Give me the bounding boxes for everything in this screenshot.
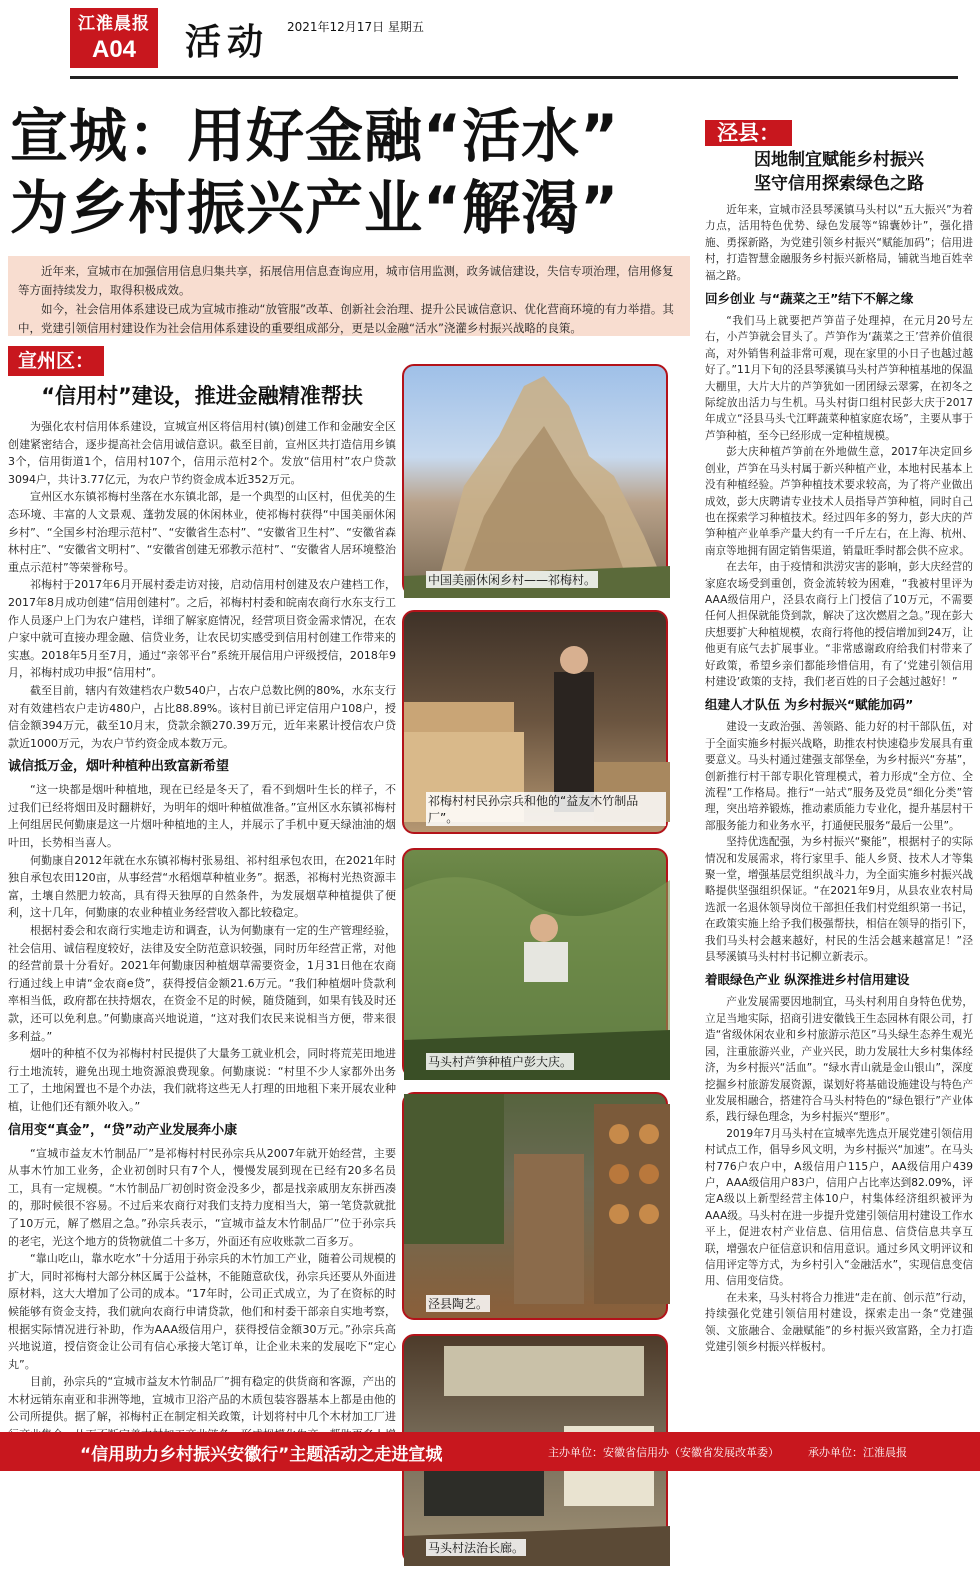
section-heading: 组建人才队伍 为乡村振兴“赋能加码” xyxy=(705,697,914,713)
issue-date: 2021年12月17日 星期五 xyxy=(287,20,424,34)
headline-line-1: 宣城：用好金融“活水” xyxy=(10,102,620,170)
section-heading: 着眼绿色产业 纵深推进乡村信用建设 xyxy=(705,972,910,988)
masthead-rule xyxy=(70,76,958,79)
paragraph: 截至目前，辖内有效建档农户数540户，占农户总数比例的80%，水东支行对有效建档农户走访480户，占比88.89%。该村目前已评定信用户108户，授信金额394万元，截至10月末，贷款余额270.39万元，近年来累计授信农户贷款近1000万元，为农户节约资金成本数万元。 xyxy=(8,683,396,750)
right-subhead-line-2: 坚守信用探索绿色之路 xyxy=(754,174,924,194)
district-tag: 宣州区： xyxy=(8,346,104,376)
footer-theme: “信用助力乡村振兴安徽行”主题活动之走进宣城 xyxy=(80,1445,443,1465)
photo-column xyxy=(402,364,670,1578)
paragraph: 近年来，宣城市泾县琴溪镇马头村以“五大振兴”为着力点，活用特色优势、绿色发展等“锦囊妙计”，强化措施、勇探新路，为党建引领乡村振兴“赋能加码”；信用进村，打造智慧金融服务乡村振兴新格局，铺就当地百姓幸福之路。 xyxy=(705,204,973,282)
paragraph: 宣州区水东镇祁梅村坐落在水东镇北部，是一个典型的山区村，但优美的生态环境、丰富的人文景观、蓬勃发展的休闲林业，使祁梅村获得“中国美丽休闲乡村”、“全国乡村治理示范村”、“安徽省生态村”、“安徽省卫生村”、“安徽省森林村庄”、“安徽省文明村”、“安徽省创建无邪教示范村”、“安徽省人居环境整治重点示范村”等荣誉称号。 xyxy=(8,490,396,574)
paragraph: 烟叶的种植不仅为祁梅村村民提供了大量务工就业机会，同时将荒芜田地进行土地流转，避免出现土地资源浪费现象。何勤康说：“村里不少人家都外出务工了，土地闲置也不是个办法，我们就将这些无人打理的田地租下来开展农业种植，让他们还有额外收入。” xyxy=(8,1047,396,1113)
lead-box xyxy=(8,256,690,336)
paragraph: 何勤康自2012年就在水东镇祁梅村张易组、祁村组承包农田，在2021年时独自承包农田120亩，从事经营“水稻烟草种植业务”。据悉，祁梅村光热资源丰富，土壤自然肥力较高，具有得天独厚的自然条件，为发展烟草种植提供了便利，这十几年，何勤康的农业种植业务经营收入都比较稳定。 xyxy=(8,853,396,920)
photo-jingxian-pottery xyxy=(402,1092,668,1320)
footer-organizer: 承办单位：江淮晨报 xyxy=(808,1446,907,1459)
paragraph: “这一块都是烟叶种植地，现在已经是冬天了，看不到烟叶生长的样子，不过我们已经将烟田及时翻耕好，为明年的烟叶种植做准备。”宣州区水东镇祁梅村上何组居民何勤康是这一片烟叶种植地的主人，并展示了手机中夏天绿油油的烟叶田，长势相当喜人。 xyxy=(8,783,396,850)
paragraph: 坚持优选配强，为乡村振兴“聚能”，根据村子的实际情况和发展需求，将行家里手、能人乡贤、技术人才等集聚一堂，增强基层党组织战斗力，为全面实施乡村振兴战略提供坚强组织保证。“在2021年9月，从县农业农村局选派一名退休领导岗位干部担任我们村党组织第一书记，在政策实施上给予我们极强帮扶，相信在领导的指引下，我们马头村会越来越好，村民的生活会越来越富足！”泾县琴溪镇马头村村书记柳立新表示。 xyxy=(705,836,973,964)
left-subhead: “信用村”建设，推进金融精准帮扶 xyxy=(41,384,363,408)
photo-caption: 泾县陶艺。 xyxy=(428,1297,489,1311)
section-title: 活动 xyxy=(185,21,270,63)
paper-badge xyxy=(70,8,158,68)
paragraph: 彭大庆种植芦笋前在外地做生意，2017年决定回乡创业，芦笋在马头村属于新兴种植产业，本地村民基本上没有种植经验。芦笋种植技术要求较高，为了将产业做出成效，彭大庆聘请专业技术人员指导芦笋种植，同时自己也在探索学习种植技术。经过四年多的努力，彭大庆的芦笋种植产业单季产量大约有一千斤左右，在上海、杭州、南京等地拥有固定销售渠道，销量旺季时都会供不应求。 xyxy=(705,446,973,557)
page-number: A04 xyxy=(91,36,137,63)
section-heading: 信用变“真金”，“贷”动产业发展奔小康 xyxy=(8,1122,238,1138)
paragraph: 目前，孙宗兵的“宣城市益友木竹制品厂”拥有稳定的供货商和客源，产出的木材远销东南亚和非洲等地，宣城市卫浴产品的木质包装容器基本上都是由他的公司所提供。据了解，祁梅村正在制定相关政策，计划将村中几个木材加工厂进 xyxy=(8,1375,396,1424)
paragraph: 产业发展需要因地制宜，马头村利用自身特色优势，立足当地实际，招商引进安徽钱王生态园林有限公司，打造“省级休闲农业和乡村旅游示范区”马头绿生态养生观光园，注重旅游兴业，产业兴民，助力发展壮大乡村集体经济，为乡村振兴“活血”。“绿水青山就是金山银山”，深度挖掘乡村旅游发展资源，谋划好将基础设施建设与特色产业发展相融合，搭建符合马头村特色的“绿色银行”产业体系，践行绿色理念，为乡村振兴“塑形”。 xyxy=(705,996,973,1124)
paragraph: “宣城市益友木竹制品厂”是祁梅村村民孙宗兵从2007年就开始经营，主要从事木竹加工业务，企业初创时只有7个人，慢慢发展到现在已经有20多名员工，具有一定规模。“木竹制品厂初创时资金没多少，都是找亲戚朋友东拼西凑的，那时候很不容易。不过后来农商行对我们支持力度相当大，第一笔贷款就批了10万元，解了燃眉之急。”孙宗兵表示，“宣城市益友木竹制品厂”位于孙宗兵的老宅，光这个地方的货物就值二十多万，外面还有应收账款二百多万。 xyxy=(8,1146,396,1248)
masthead xyxy=(0,0,980,78)
paragraph: 建设一支政治强、善领路、能力好的村干部队伍，对于全面实施乡村振兴战略，助推农村快速稳步发展具有重要意义。马头村通过建强支部堡垒，为乡村振兴“夯基”，创新推行村干部专职化管理模式，着力形成“全方位、全流程”工作格局。推行“一站式”服务及党员“细化分类”管理，突出培养锻炼，推动素质能力专业化，提升基层村干部服务能力和业务水平，打通便民服务“最后一公里”。 xyxy=(705,721,973,832)
photo-bamboo-factory xyxy=(402,610,668,834)
left-column xyxy=(8,346,396,1461)
photo-caption: 马头村法治长廊。 xyxy=(428,1541,525,1555)
headline-line-2: 为乡村振兴产业“解渴” xyxy=(10,174,620,242)
paragraph: 2019年7月马头村在宣城率先选点开展党建引领信用村试点工作，倡导乡风文明，为乡村振兴“加速”。在马头村776户农户中，A级信用户115户，AA级信用户439户，AAA级信用户83户，信用户占比率达到82.09%，评定A级以上新型经营主体10户，村集体经济组织被评为AAA级。马头村在进一步提升党建引领信用村建设工作水平上，促进农村产业信息、信用信息、信贷信息共享互联，增强农户征信意识和信用意识。通过乡风文明评议和信用评定等方式，为乡村引入“金融活水”，实现信息变信用、信用变信贷。 xyxy=(705,1127,973,1288)
left-body xyxy=(8,418,396,1461)
paper-name: 江淮晨报 xyxy=(78,14,150,34)
section-heading: 诚信抵万金，烟叶种植种出致富新希望 xyxy=(8,759,230,775)
paragraph: “靠山吃山，靠水吃水”十分适用于孙宗兵的木竹加工产业，随着公司规模的扩大，同时祁梅村大部分林区属于公益林，不能随意砍伐，孙宗兵还要从外面进原材料，这大大增加了公司的成本。“17年时，公司正式成立，为了在资标的时候能够有资金支持，我们就向农商行申请贷款，他们和村委干部亲自实地考察，根据实际情况进行补助，作为AAA级信用户，获得授信金额30万元。”孙宗兵高兴地说道，授信资金让公司有信心承接大笔订单，让企业未来的发展吃下“定心丸”。 xyxy=(8,1252,396,1371)
right-column xyxy=(705,120,973,1355)
photo-caption: 中国美丽休闲乡村——祁梅村。 xyxy=(428,573,597,587)
paragraph: 在去年，由于疫情和洪涝灾害的影响，彭大庆经营的家庭农场受到重创，资金流转较为困难，“我被村里评为AAA级信用户，泾县农商行上门授信了10万元，不需要任何人担保就能贷到款，解决了这次燃眉之急。”现在彭大庆想要扩大种植规模，农商行将他的授信增加到24万，让他更有底气去扩展事业。“非常感谢政府给我们村带来了好政策，希望乡亲们都能珍惜信用，有了‘党建引领信用村建设’政策的支持，我们老百姓的日子会越过越好！” xyxy=(705,561,973,688)
right-subhead-line-1: 因地制宜赋能乡村振兴 xyxy=(754,150,924,170)
county-tag: 泾县： xyxy=(705,120,792,146)
pottery-wall-image xyxy=(404,1094,670,1322)
rock-sculpture-image xyxy=(404,366,670,598)
section-heading: 回乡创业 与“蔬菜之王”结下不解之缘 xyxy=(705,291,914,307)
paragraph: 在未来，马头村将合力推进“走在前、创示范”行动，持续强化党建引领信用村建设，探索走出一条“党建强领、文旅融合、金融赋能”的乡村振兴致富路，全力打造党建引领乡村振兴样板村。 xyxy=(705,1291,973,1353)
asparagus-field-image xyxy=(404,850,670,1080)
paragraph: 根据村委会和农商行实地走访和调查，认为何勤康有一定的生产管理经验，社会信用、诚信程度较好，法律及安全防范意识较强，同时历年经营正常，对他的经营前景十分看好。2021年何勤康因种植烟草需要资金，1月31日他在农商行通过线上申请“金农商e贷”，获得授信金额21.6万元。“我们种植烟叶贷款利率相当低，政府都在扶持烟农，在资金不足的时候，随贷随到，如果有钱及时还款，还可以免利息。”何勤康高兴地说道，“这对我们农民来说相当方便，带来很多利益。” xyxy=(8,924,396,1043)
right-body xyxy=(705,202,973,1355)
paragraph: “我们马上就要把芦笋苗子处理掉，在元月20号左右，小芦笋就会冒头了。芦笋作为‘蔬菜之王’营养价值很高，对外销售利益非常可观，现在家里的小日子也越过越好了。”11月下旬的泾县琴溪镇马头村芦笋种植基地的保温大棚里，大片大片的芦笋犹如一团团绿云翠雾，在初冬之际绽放出活力与生机。马头村街口组村民彭大庆于2017年成立“泾县马头弋江畔蔬菜种植家庭农场”，主要从事于芦笋种植，至今已经形成一定种植规模。 xyxy=(705,315,973,442)
footer-host: 主办单位：安徽省信用办（安徽省发展改革委） xyxy=(548,1446,779,1459)
paragraph: 为强化农村信用体系建设，宣城宣州区将信用村(镇)创建工作和金融安全区创建紧密结合，逐步提高社会信用诚信意识。截至目前，宣州区共打造信用乡镇3个，信用街道1个，信用村107个，信用示范村2个。发放“信用村”农户贷款3094户，共计3.77亿元，为农户节约资金成本近352万元。 xyxy=(8,420,396,486)
footer-banner xyxy=(0,1432,980,1471)
photo-qimei-village xyxy=(402,364,668,596)
lead-paragraph: 近年来，宣城市在加强信用信息归集共享，拓展信用信息查询应用，城市信用监测，政务诚信建设，失信专项治理，信用修复等方面持续发力，取得积极成效。 xyxy=(18,264,674,297)
paragraph: 祁梅村于2017年6月开展村委走访对接，启动信用村创建及农户建档工作，2017年8月成功创建“信用创建村”。之后，祁梅村村委和皖南农商行水东支行工作人员逐户上门为农户建档，详细了解家庭情况，经营项目资金需求情况，在农户家中就可直接办理金融、信贷业务，让农民切实感受到信用村创建工作带来的实惠。2018年5月至7月，通过“亲邻平台”系统开展信用户评级授信，2018年9月，祁梅村成功申报“信用村”。 xyxy=(8,578,396,680)
lead-paragraph: 如今，社会信用体系建设已成为宣城市推动“放管服”改革、创新社会治理、提升公民诚信意识、优化营商环境的有力举措。其中，党建引领信用村建设作为社会信用体系建设的重要组成部分，更是以金融“活水”浇灌乡村振兴战略的良策。 xyxy=(18,302,674,335)
photo-asparagus-farmer xyxy=(402,848,668,1078)
photo-caption: 祁梅村村民孙宗兵和他的“益友木竹制品厂”。 xyxy=(426,792,666,826)
photo-caption: 马头村芦笋种植户彭大庆。 xyxy=(428,1055,573,1069)
headline xyxy=(10,100,680,244)
right-subhead xyxy=(705,148,973,196)
